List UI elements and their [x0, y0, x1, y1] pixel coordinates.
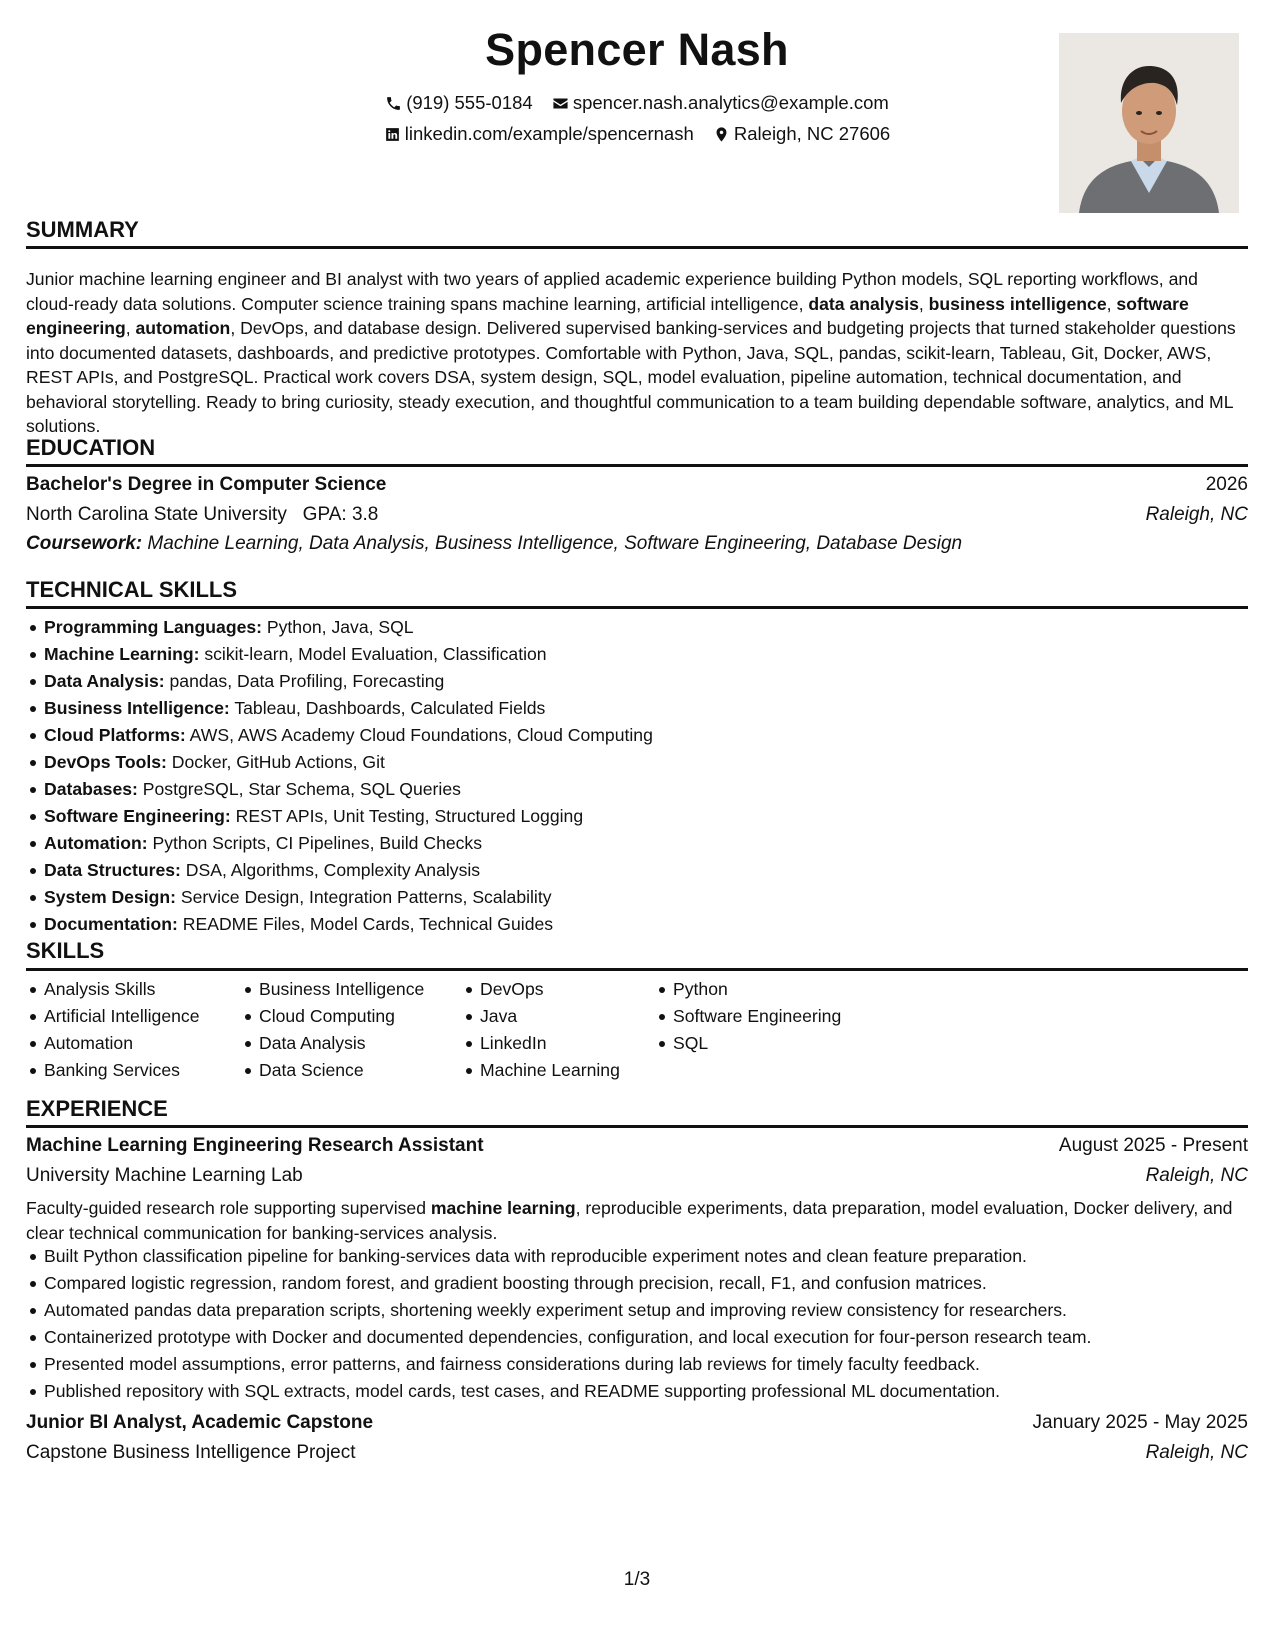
list-item	[26, 668, 653, 695]
list-item: LinkedIn	[462, 1030, 620, 1057]
summary-keyword: software engineering	[26, 293, 1189, 338]
skill-values: Python, Java, SQL	[266, 617, 414, 637]
graduation-year: 2026	[1205, 474, 1248, 495]
section-title-summary: SUMMARY	[26, 217, 139, 242]
contact-email[interactable]	[552, 91, 889, 115]
skill-values: DSA, Algorithms, Complexity Analysis	[185, 860, 481, 880]
section-rule	[26, 606, 1248, 609]
skill-values: Tableau, Dashboards, Calculated Fields	[234, 698, 546, 718]
candidate-name: Spencer Nash	[485, 24, 789, 75]
coursework	[26, 531, 962, 557]
section-title-experience: EXPERIENCE	[26, 1096, 168, 1121]
list-item: Containerized prototype with Docker and documented dependencies, configuration, and local execution for four-person research team.	[26, 1324, 1091, 1351]
school-info	[26, 502, 378, 528]
skill-category: Machine Learning:	[44, 644, 200, 664]
skill-category: DevOps Tools:	[44, 752, 167, 772]
summary-keyword: automation	[135, 318, 231, 338]
list-item: Analysis Skills	[26, 976, 199, 1003]
resume-page	[26, 0, 1248, 1650]
list-item: Artificial Intelligence	[26, 1003, 199, 1030]
skill-category: Data Structures:	[44, 860, 181, 880]
summary-sep: ,	[125, 318, 136, 338]
technical-skills-list	[26, 614, 653, 938]
skill-values: Service Design, Integration Patterns, Scalability	[180, 887, 552, 907]
section-rule	[26, 464, 1248, 467]
skill-category: System Design:	[44, 887, 176, 907]
list-item	[26, 803, 653, 830]
job-org-row-1	[26, 1163, 1248, 1189]
person-portrait-icon	[1059, 33, 1239, 213]
summary-text	[26, 267, 1248, 439]
map-pin-icon	[713, 126, 730, 143]
skill-category: Business Intelligence:	[44, 698, 230, 718]
list-item: Software Engineering	[655, 1003, 841, 1030]
summary-part: Junior machine learning engineer and BI analyst with two years of applied academic experience building Python models, SQL reporting workflows, and cloud-ready data solutions. Computer science training spans machine learning, artificial intelligence,	[26, 269, 1198, 314]
phone-icon	[385, 95, 402, 112]
profile-photo	[1059, 33, 1239, 213]
job-org: Capstone Business Intelligence Project	[26, 1442, 356, 1463]
skills-column-1	[26, 976, 199, 1084]
list-item	[26, 911, 653, 938]
skill-category: Data Analysis:	[44, 671, 165, 691]
list-item: Built Python classification pipeline for banking-services data with reproducible experiment notes and clean feature preparation.	[26, 1243, 1091, 1270]
job-desc-part: , reproducible experiments, data preparation, model evaluation, Docker delivery, and clear technical communication for banking-services analysis.	[26, 1198, 1233, 1243]
list-item	[26, 776, 653, 803]
section-rule	[26, 1125, 1248, 1128]
skill-values: REST APIs, Unit Testing, Structured Logging	[235, 806, 584, 826]
section-rule	[26, 968, 1248, 971]
section-title-technical-skills: TECHNICAL SKILLS	[26, 577, 238, 602]
job-title: Machine Learning Engineering Research Assistant	[26, 1135, 484, 1156]
list-item: Automation	[26, 1030, 199, 1057]
skill-values: pandas, Data Profiling, Forecasting	[169, 671, 445, 691]
list-item: Banking Services	[26, 1057, 199, 1084]
list-item: Cloud Computing	[241, 1003, 424, 1030]
coursework-list: Machine Learning, Data Analysis, Business Intelligence, Software Engineering, Database Design	[147, 533, 963, 554]
job-org-row-2	[26, 1440, 1248, 1466]
section-title-skills: SKILLS	[26, 938, 105, 963]
job-header-1	[26, 1133, 1248, 1159]
contact-location	[713, 122, 890, 146]
envelope-icon	[552, 95, 569, 112]
skill-values: README Files, Model Cards, Technical Guides	[182, 914, 554, 934]
list-item: Business Intelligence	[241, 976, 424, 1003]
summary-keyword: business intelligence	[928, 293, 1107, 314]
contact-phone[interactable]	[385, 91, 533, 115]
job-location: Raleigh, NC	[1145, 1165, 1248, 1186]
education-row-1	[26, 472, 1248, 498]
coursework-label: Coursework:	[26, 533, 143, 554]
degree-title: Bachelor's Degree in Computer Science	[26, 474, 387, 495]
skill-values: Docker, GitHub Actions, Git	[171, 752, 385, 772]
email-text: spencer.nash.analytics@example.com	[572, 92, 889, 113]
list-item	[26, 614, 653, 641]
skill-values: scikit-learn, Model Evaluation, Classification	[204, 644, 547, 664]
list-item: Java	[462, 1003, 620, 1030]
skill-values: PostgreSQL, Star Schema, SQL Queries	[142, 779, 461, 799]
school-location: Raleigh, NC	[1145, 504, 1248, 525]
list-item: Published repository with SQL extracts, model cards, test cases, and README supporting professional ML documentation.	[26, 1378, 1091, 1405]
phone-text: (919) 555-0184	[406, 92, 533, 113]
job-location: Raleigh, NC	[1145, 1442, 1248, 1463]
list-item: DevOps	[462, 976, 620, 1003]
job-title: Junior BI Analyst, Academic Capstone	[26, 1412, 374, 1433]
summary-sep: ,	[918, 293, 929, 314]
skill-values: Python Scripts, CI Pipelines, Build Checks	[152, 833, 483, 853]
list-item	[26, 722, 653, 749]
list-item	[26, 884, 653, 911]
job-desc-part: Faculty-guided research role supporting supervised	[26, 1198, 431, 1218]
list-item: Python	[655, 976, 841, 1003]
skill-category: Documentation:	[44, 914, 178, 934]
gpa: GPA: 3.8	[302, 504, 379, 525]
skill-category: Automation:	[44, 833, 148, 853]
linkedin-icon	[384, 126, 401, 143]
education-row-2	[26, 502, 1248, 528]
skill-category: Databases:	[44, 779, 138, 799]
skill-category: Cloud Platforms:	[44, 725, 186, 745]
list-item	[26, 749, 653, 776]
page-number: 1/3	[623, 1569, 651, 1590]
list-item: Presented model assumptions, error patterns, and fairness considerations during lab reviews for timely faculty feedback.	[26, 1351, 1091, 1378]
linkedin-text: linkedin.com/example/spencernash	[404, 123, 694, 144]
job-dates: August 2025 - Present	[1058, 1135, 1248, 1156]
skills-column-4	[655, 976, 841, 1057]
job-description	[26, 1196, 1248, 1245]
list-item: Data Analysis	[241, 1030, 424, 1057]
list-item: Data Science	[241, 1057, 424, 1084]
section-title-education: EDUCATION	[26, 435, 156, 460]
job-desc-keyword: machine learning	[430, 1198, 576, 1218]
list-item	[26, 857, 653, 884]
skills-column-2	[241, 976, 424, 1084]
summary-keyword: data analysis	[808, 293, 919, 314]
job-dates: January 2025 - May 2025	[1032, 1412, 1248, 1433]
contact-linkedin[interactable]	[384, 122, 694, 146]
list-item	[26, 830, 653, 857]
school-name: North Carolina State University	[26, 504, 287, 525]
list-item	[26, 695, 653, 722]
summary-sep: ,	[1106, 293, 1117, 314]
skill-values: AWS, AWS Academy Cloud Foundations, Cloud Computing	[189, 725, 653, 745]
summary-part: , DevOps, and database design. Delivered supervised banking-services and budgeting projects that turned stakeholder questions into documented datasets, dashboards, and predictive prototypes. Comfortable with Python, Java, SQL, pandas, scikit-learn, Tableau, Git, Docker, AWS, REST APIs, and PostgreSQL. Practical work covers DSA, system design, SQL, model evaluation, pipeline automation, technical documentation, and behavioral storytelling. Ready to bring curiosity, steady execution, and thoughtful communication to a team building dependable software, analytics, and ML solutions.	[26, 318, 1236, 436]
location-text: Raleigh, NC 27606	[733, 123, 891, 144]
job-header-2	[26, 1410, 1248, 1436]
list-item: Automated pandas data preparation scripts, shortening weekly experiment setup and improving review consistency for researchers.	[26, 1297, 1091, 1324]
job-org: University Machine Learning Lab	[26, 1165, 303, 1186]
list-item: Machine Learning	[462, 1057, 620, 1084]
coursework-row	[26, 531, 1248, 557]
skill-category: Programming Languages:	[44, 617, 262, 637]
skill-category: Software Engineering:	[44, 806, 231, 826]
job-bullets	[26, 1243, 1091, 1405]
resume-header	[26, 22, 1248, 212]
list-item	[26, 641, 653, 668]
list-item: SQL	[655, 1030, 841, 1057]
section-rule	[26, 246, 1248, 249]
list-item: Compared logistic regression, random forest, and gradient boosting through precision, recall, F1, and confusion matrices.	[26, 1270, 1091, 1297]
skills-column-3	[462, 976, 620, 1084]
